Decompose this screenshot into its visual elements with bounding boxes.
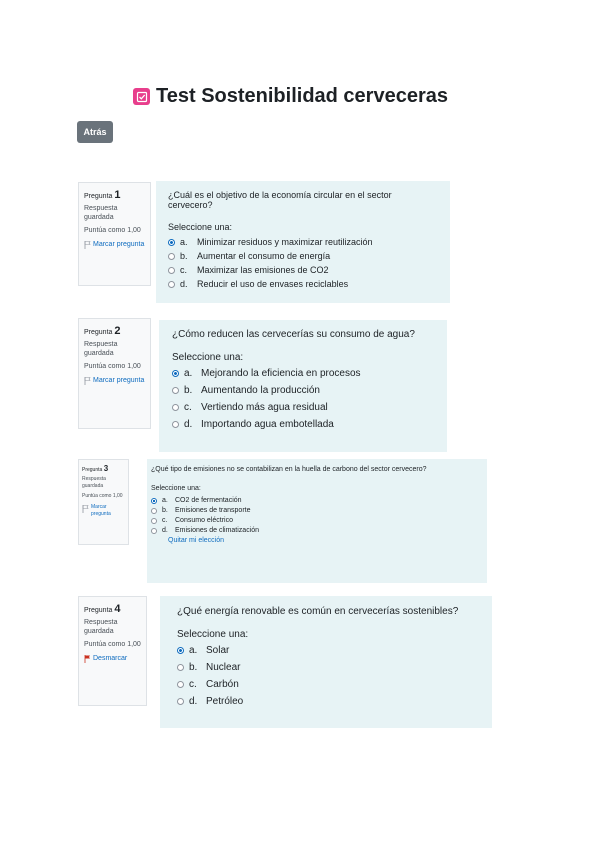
answer-prompt: Seleccione una: — [177, 629, 249, 640]
radio-unselected[interactable] — [168, 281, 175, 288]
flag-icon — [84, 377, 91, 385]
question-info-1 — [78, 182, 151, 286]
question-number: Pregunta 1 — [84, 189, 121, 201]
question-state: Respuesta guardada — [84, 619, 118, 636]
question-content-4 — [160, 596, 492, 728]
question-content-2 — [159, 320, 447, 452]
page-title: Test Sostenibilidad cerveceras — [156, 85, 448, 107]
question-number: Pregunta 4 — [84, 603, 121, 615]
question-state: Respuesta guardada — [84, 205, 118, 222]
question-text: ¿Qué tipo de emisiones no se contabilizan en la huella de carbono del sector cervecero? — [151, 466, 427, 473]
answer-option-b[interactable]: b. Aumentando la producción — [172, 385, 434, 396]
quiz-icon — [133, 88, 150, 105]
question-info-2 — [78, 318, 151, 429]
question-info-3 — [78, 459, 129, 545]
flag-icon — [84, 241, 91, 249]
question-grade: Puntúa como 1,00 — [84, 226, 141, 234]
answer-option-c[interactable]: c. Maximizar las emisiones de CO2 — [168, 265, 438, 275]
answer-option-a[interactable]: a. Solar — [177, 645, 475, 656]
answer-option-c[interactable]: c. Consumo eléctrico — [151, 517, 483, 524]
answer-option-b[interactable]: b. Aumentar el consumo de energía — [168, 251, 438, 261]
answer-option-a[interactable]: a. CO2 de fermentación — [151, 497, 483, 504]
radio-unselected[interactable] — [168, 253, 175, 260]
back-button[interactable]: Atrás — [77, 121, 113, 143]
flag-question-link[interactable]: Marcar pregunta — [82, 504, 125, 518]
flag-question-link[interactable]: Marcar pregunta — [84, 376, 145, 385]
question-state: Respuesta guardada — [84, 341, 118, 358]
answer-prompt: Seleccione una: — [168, 222, 233, 232]
answer-option-b[interactable]: b. Emisiones de transporte — [151, 507, 483, 514]
flag-icon — [84, 655, 91, 663]
question-content-1 — [156, 181, 450, 303]
unflag-question-link[interactable]: Desmarcar — [84, 654, 141, 663]
question-info-4 — [78, 596, 147, 706]
question-content-3 — [147, 459, 487, 583]
question-grade: Puntúa como 1,00 — [84, 362, 141, 370]
radio-unselected[interactable] — [151, 518, 157, 524]
question-text: ¿Cómo reducen las cervecerías su consumo de agua? — [172, 329, 415, 340]
radio-unselected[interactable] — [151, 528, 157, 534]
question-state: Respuesta guardada — [82, 476, 106, 489]
radio-selected[interactable] — [172, 370, 179, 377]
radio-unselected[interactable] — [177, 664, 184, 671]
answer-prompt: Seleccione una: — [151, 485, 201, 492]
question-number: Pregunta 2 — [84, 325, 121, 337]
question-text: ¿Cuál es el objetivo de la economía circular en el sector cervecero? — [168, 190, 392, 210]
question-text: ¿Qué energía renovable es común en cervecerías sostenibles? — [177, 606, 459, 617]
answer-option-c[interactable]: c. Carbón — [177, 679, 475, 690]
radio-unselected[interactable] — [151, 508, 157, 514]
radio-unselected[interactable] — [168, 267, 175, 274]
page-header — [133, 85, 448, 108]
answer-option-d[interactable]: d. Reducir el uso de envases reciclables — [168, 279, 438, 289]
radio-selected[interactable] — [177, 647, 184, 654]
radio-unselected[interactable] — [177, 698, 184, 705]
radio-unselected[interactable] — [172, 387, 179, 394]
radio-selected[interactable] — [151, 498, 157, 504]
answer-option-c[interactable]: c. Vertiendo más agua residual — [172, 402, 434, 413]
question-number: Pregunta 3 — [82, 464, 109, 473]
answer-option-a[interactable]: a. Mejorando la eficiencia en procesos — [172, 368, 434, 379]
answer-option-d[interactable]: d. Emisiones de climatización — [151, 527, 483, 534]
clear-choice-link[interactable]: Quitar mi elección — [168, 537, 225, 544]
radio-selected[interactable] — [168, 239, 175, 246]
answer-option-d[interactable]: d. Importando agua embotellada — [172, 419, 434, 430]
radio-unselected[interactable] — [172, 404, 179, 411]
question-grade: Puntúa como 1,00 — [84, 640, 141, 648]
answer-option-b[interactable]: b. Nuclear — [177, 662, 475, 673]
flag-icon — [82, 505, 89, 513]
answer-option-d[interactable]: d. Petróleo — [177, 696, 475, 707]
flag-question-link[interactable]: Marcar pregunta — [84, 240, 145, 249]
answer-prompt: Seleccione una: — [172, 352, 244, 363]
radio-unselected[interactable] — [172, 421, 179, 428]
radio-unselected[interactable] — [177, 681, 184, 688]
question-grade: Puntúa como 1,00 — [82, 492, 123, 499]
answer-option-a[interactable]: a. Minimizar residuos y maximizar reutilización — [168, 237, 438, 247]
